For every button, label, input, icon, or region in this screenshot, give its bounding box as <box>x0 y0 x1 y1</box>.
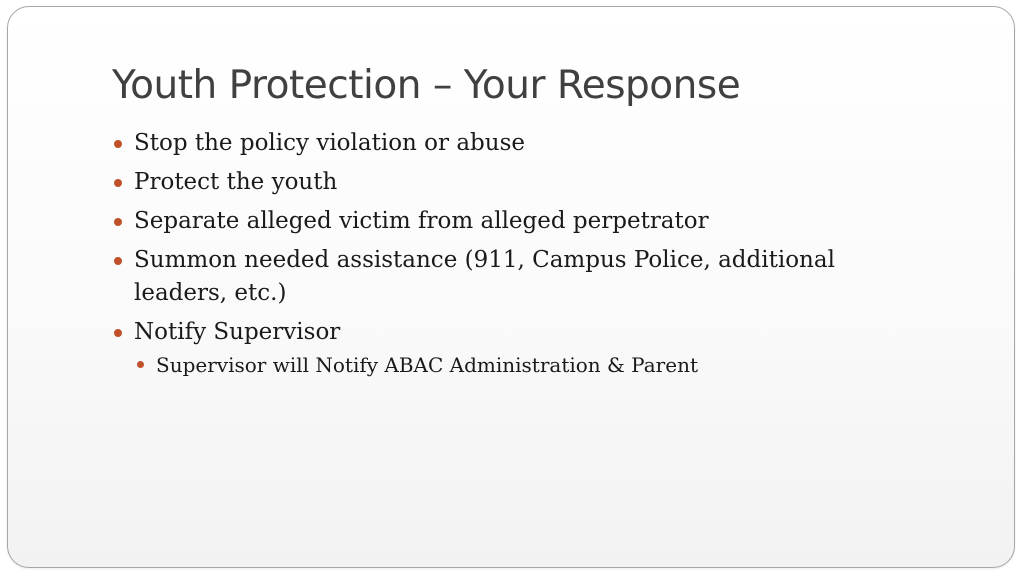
bullet-dot-icon <box>114 257 122 265</box>
bullet-text: Separate alleged victim from alleged perpetrator <box>134 208 709 234</box>
bullet-text: Summon needed assistance (911, Campus Police, additional leaders, etc.) <box>134 247 835 306</box>
bullet-dot-icon <box>114 140 122 148</box>
slide-frame <box>7 6 1015 568</box>
bullet-dot-icon <box>114 329 122 337</box>
bullet-dot-icon <box>114 218 122 226</box>
bullet-item <box>112 166 912 199</box>
bullet-text: Stop the policy violation or abuse <box>134 130 525 156</box>
slide-title: Youth Protection – Your Response <box>112 63 741 108</box>
sub-bullet-list <box>134 351 912 379</box>
bullet-item <box>112 127 912 160</box>
bullet-item <box>112 205 912 238</box>
bullet-item <box>112 316 912 379</box>
sub-bullet-item <box>134 351 912 379</box>
bullet-list <box>112 127 912 385</box>
sub-bullet-text: Supervisor will Notify ABAC Administration & Parent <box>156 353 698 377</box>
sub-bullet-dot-icon <box>137 361 144 368</box>
bullet-item <box>112 244 912 310</box>
bullet-text: Protect the youth <box>134 169 338 195</box>
bullet-dot-icon <box>114 179 122 187</box>
bullet-text: Notify Supervisor <box>134 319 341 345</box>
